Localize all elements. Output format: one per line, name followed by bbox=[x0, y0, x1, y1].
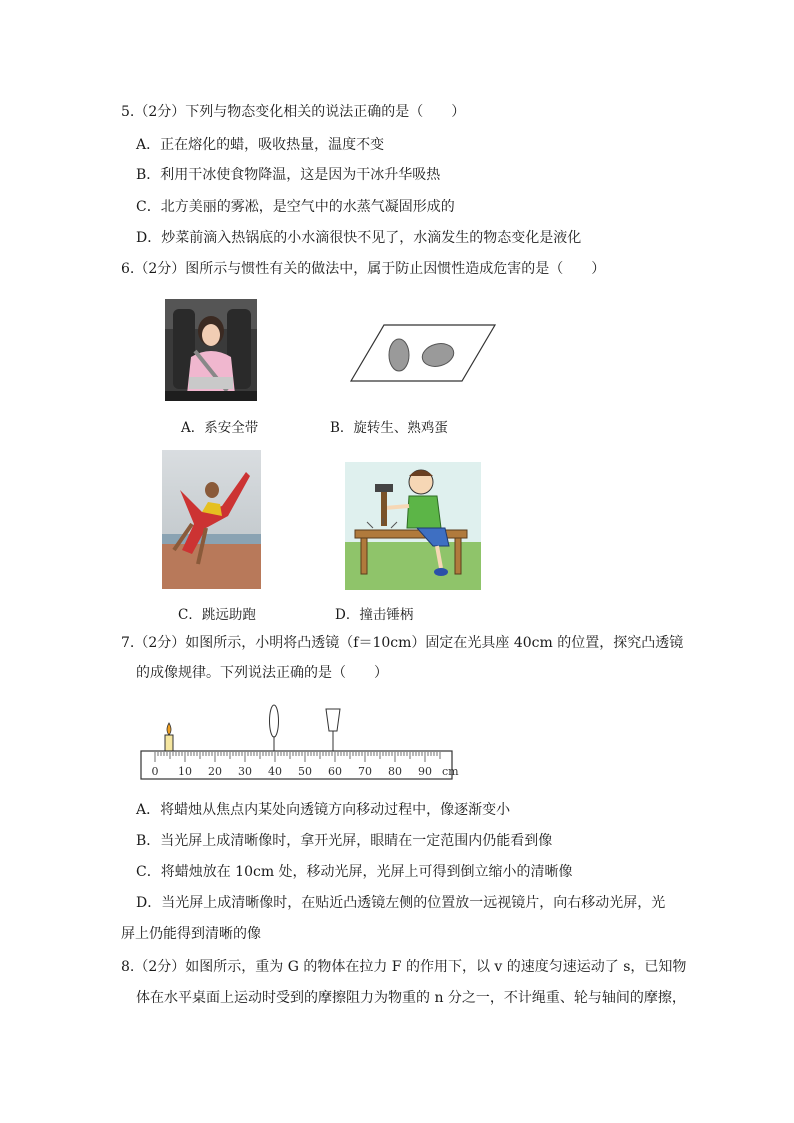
q6-caption-a: A．系安全带 bbox=[181, 420, 259, 436]
q8-stem-line1: 8.（2分）如图所示，重为 G 的物体在拉力 F 的作用下，以 v 的速度匀速运动了 s，已知物 bbox=[121, 959, 687, 975]
ruler-tick-label: 10 bbox=[178, 765, 192, 778]
ruler-tick-label: 0 bbox=[151, 765, 159, 778]
q7-option-d: D．当光屏上成清晰像时，在贴近凸透镜左侧的位置放一远视镜片，向右移动光屏，光 bbox=[136, 895, 666, 911]
convex-lens-icon bbox=[270, 705, 279, 737]
q7-option-d-continued: 屏上仍能得到清晰的像 bbox=[121, 926, 261, 942]
ruler-tick-label: cm bbox=[442, 765, 459, 778]
q5-option-c: C．北方美丽的雾凇，是空气中的水蒸气凝固形成的 bbox=[136, 199, 455, 215]
q6-caption-b: B．旋转生、熟鸡蛋 bbox=[330, 420, 448, 436]
q7-option-c: C．将蜡烛放在 10cm 处，移动光屏，光屏上可得到倒立缩小的清晰像 bbox=[136, 864, 573, 880]
q5-stem: 5.（2分）下列与物态变化相关的说法正确的是（ ） bbox=[121, 104, 466, 120]
seatbelt-photo bbox=[165, 299, 257, 401]
ruler-tick-label: 60 bbox=[328, 765, 342, 778]
ruler-tick-label: 20 bbox=[208, 765, 222, 778]
q7-option-b: B．当光屏上成清晰像时，拿开光屏，眼睛在一定范围内仍能看到像 bbox=[136, 833, 553, 849]
q7-option-a: A．将蜡烛从焦点内某处向透镜方向移动过程中，像逐渐变小 bbox=[136, 802, 511, 818]
q8-stem-line2: 体在水平桌面上运动时受到的摩擦阻力为物重的 n 分之一，不计绳重、轮与轴间的摩擦， bbox=[136, 990, 686, 1006]
q6-caption-d: D．撞击锤柄 bbox=[335, 607, 414, 623]
q6-caption-c: C．跳远助跑 bbox=[178, 607, 256, 623]
ruler-tick-label: 90 bbox=[418, 765, 432, 778]
q5-option-a: A．正在熔化的蜡，吸收热量，温度不变 bbox=[136, 137, 385, 153]
q7-stem-line2: 的成像规律。下列说法正确的是（ ） bbox=[136, 665, 388, 681]
eggs-on-table-drawing bbox=[349, 323, 497, 383]
ruler-tick-label: 70 bbox=[358, 765, 372, 778]
q7-stem-line1: 7.（2分）如图所示，小明将凸透镜（f＝10cm）固定在光具座 40cm 的位置，探究凸透镜 bbox=[121, 635, 684, 651]
hammer-handle-drawing bbox=[345, 462, 481, 590]
ruler-tick-label: 40 bbox=[268, 765, 282, 778]
q5-option-d: D．炒菜前滴入热锅底的小水滴很快不见了，水滴发生的物态变化是液化 bbox=[136, 230, 582, 246]
candle-icon bbox=[165, 735, 173, 751]
ruler-tick-label: 30 bbox=[238, 765, 252, 778]
light-screen-icon bbox=[326, 709, 340, 731]
q5-option-b: B．利用干冰使食物降温，这是因为干冰升华吸热 bbox=[136, 167, 441, 183]
ruler-tick-label: 50 bbox=[298, 765, 312, 778]
optical-bench-diagram bbox=[140, 703, 459, 781]
q6-stem: 6.（2分）图所示与惯性有关的做法中，属于防止因惯性造成危害的是（ ） bbox=[121, 261, 606, 277]
long-jump-photo bbox=[162, 450, 261, 589]
candle-flame-icon bbox=[167, 723, 171, 735]
ruler-tick-label: 80 bbox=[388, 765, 402, 778]
